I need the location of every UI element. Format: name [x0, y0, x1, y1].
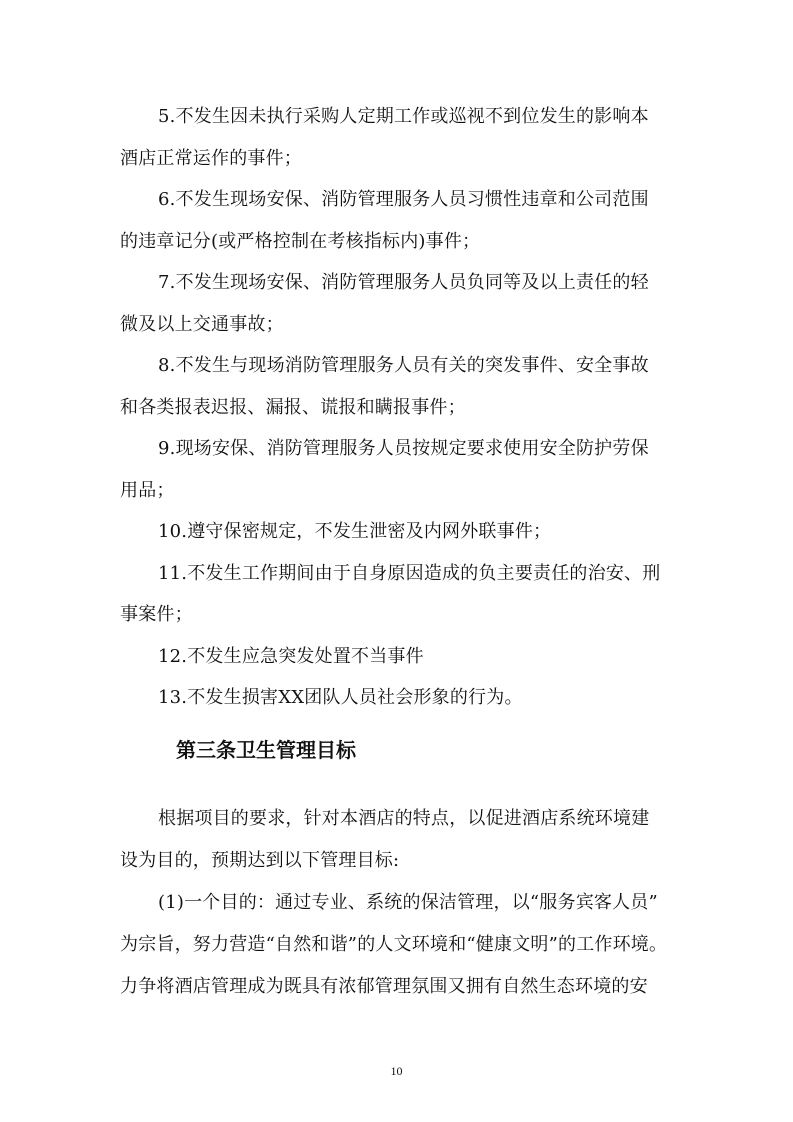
section-body — [120, 798, 680, 1008]
list-item-7-line-2: 微及以上交通事故； — [120, 313, 284, 335]
list-item-8-line-2: 和各类报表迟报、漏报、谎报和瞒报事件； — [120, 396, 466, 418]
goals-list — [120, 96, 680, 719]
paragraph-1-line-2: 设为目的，预期达到以下管理目标: — [120, 850, 400, 871]
list-item-10: 10.遵守保密规定，不发生泄密及内网外联事件； — [158, 521, 552, 542]
page-number: 10 — [390, 1064, 403, 1078]
list-item-11-line-1: 11.不发生工作期间由于自身原因造成的负主要责任的治安、刑 — [158, 562, 661, 584]
list-item-6-line-2: 的违章记分(或严格控制在考核指标内)事件； — [120, 230, 481, 252]
list-item-8-line-1: 8.不发生与现场消防管理服务人员有关的突发事件、安全事故 — [158, 355, 649, 376]
section-heading: 第三条卫生管理目标 — [176, 738, 356, 762]
list-item-5-line-2: 酒店正常运作的事件； — [120, 147, 302, 169]
paragraph-2-line-2: 为宗旨，努力营造“自然和谐”的人文环境和“健康文明”的工作环境。 — [120, 934, 668, 955]
list-item-9-line-2: 用品； — [120, 479, 175, 501]
paragraph-2-line-3: 力争将酒店管理成为既具有浓郁管理氛围又拥有自然生态环境的安 — [120, 976, 648, 997]
paragraph-1-line-1: 根据项目的要求，针对本酒店的特点，以促进酒店系统环境建 — [158, 808, 650, 829]
list-item-12: 12.不发生应急突发处置不当事件 — [158, 645, 424, 667]
list-item-9-line-1: 9.现场安保、消防管理服务人员按规定要求使用安全防护劳保 — [158, 438, 649, 459]
list-item-13: 13.不发生损害XX团队人员社会形象的行为。 — [158, 687, 523, 708]
list-item-11-line-2: 事案件； — [120, 604, 193, 625]
list-item-5-line-1: 5.不发生因未执行采购人定期工作或巡视不到位发生的影响本 — [158, 106, 649, 127]
list-item-7-line-1: 7.不发生现场安保、消防管理服务人员负同等及以上责任的轻 — [158, 272, 649, 293]
list-item-6-line-1: 6.不发生现场安保、消防管理服务人员习惯性违章和公司范围 — [158, 189, 649, 210]
paragraph-2-line-1: (1)一个目的：通过专业、系统的保洁管理，以“服务宾客人员” — [158, 892, 658, 913]
